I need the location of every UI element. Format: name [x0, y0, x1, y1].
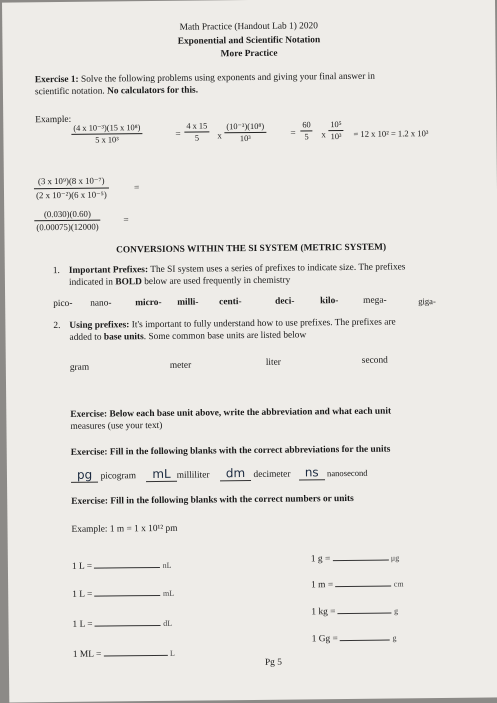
left-row-3: [72, 616, 172, 630]
example-times-2: x: [321, 129, 326, 140]
right-row-3-blank[interactable]: [338, 604, 392, 615]
item-1-line-2-a: indicated in: [68, 277, 116, 288]
prefix-nano: nano-: [90, 298, 112, 309]
prefix-pico: pico-: [53, 298, 73, 310]
right-row-1-unit: μg: [390, 553, 400, 563]
item-2-text: It's important to fully understand how to use prefixes. The prefixes are: [129, 317, 396, 331]
example-fraction-4: [300, 120, 313, 141]
answer-nanosecond[interactable]: ns: [299, 465, 325, 480]
exercise-abbrev-line-1: Exercise: Below each base unit above, write the abbreviation and what each unit: [70, 406, 392, 420]
base-unit-second: second: [361, 355, 388, 366]
item-2-bold-word: base units: [103, 332, 144, 343]
right-row-2-lhs: 1 m =: [311, 580, 334, 591]
prefix-deci: deci-: [275, 296, 295, 307]
problem-2-denominator: (0.00075)(12000): [36, 221, 99, 233]
example-fraction-5-numerator: 10⁵: [328, 120, 343, 131]
left-row-1-blank[interactable]: [94, 558, 160, 569]
right-row-4: [312, 630, 397, 644]
left-row-4-lhs: 1 ML =: [72, 649, 102, 660]
fill-row: [71, 465, 368, 482]
left-row-2-unit: mL: [162, 588, 175, 598]
problem-2-numerator: (0.030)(0.60): [34, 209, 100, 222]
example-fraction-2: [184, 121, 209, 142]
left-row-2: [72, 586, 174, 600]
problem-1-numerator: (3 x 10⁹)(8 x 10⁻⁷): [34, 175, 109, 189]
problem-1-denominator: (2 x 10⁻²)(6 x 10⁻⁵): [35, 189, 107, 201]
example-fraction-1-denominator: 5 x 10³: [95, 135, 119, 145]
worksheet-page: [2, 0, 497, 703]
item-1-text: The SI system uses a series of prefixes to indicate size. The prefixes: [148, 262, 406, 276]
exercise1-no-calculators: No calculators for this.: [107, 85, 199, 97]
item-1-number: 1.: [52, 265, 60, 277]
label-picogram: picogram: [100, 471, 137, 482]
exercise1-text-b: scientific notation.: [34, 86, 108, 98]
prefix-giga: giga-: [418, 296, 436, 307]
problem-1-fraction: [34, 175, 109, 201]
item-1-title: Important Prefixes:: [68, 265, 149, 276]
item-2-number: 2.: [53, 320, 61, 332]
exercise1-text-a: Solve the following problems using exponents and giving your final answer in: [78, 71, 376, 85]
example-fraction-3-denominator: 10³: [239, 133, 251, 144]
page-subtitle: Exponential and Scientific Notation: [177, 35, 321, 47]
right-row-3-unit: g: [394, 606, 399, 616]
left-row-3-lhs: 1 L =: [72, 619, 93, 630]
left-row-4-blank[interactable]: [103, 646, 167, 657]
exercise1-instructions: [35, 72, 375, 86]
right-row-1-lhs: 1 g =: [310, 554, 331, 565]
example-fraction-4-denominator: 5: [304, 132, 309, 142]
problem-2-equals: =: [123, 215, 129, 226]
left-row-3-blank[interactable]: [95, 616, 161, 627]
item-1-line-2: [69, 276, 290, 288]
answer-decimeter[interactable]: dm: [220, 466, 251, 481]
example-equals-1: =: [175, 129, 181, 140]
answer-milliliter[interactable]: mL: [146, 467, 177, 482]
item-2-line-2-a: added to: [69, 332, 104, 343]
exercise1-instructions-line2: [35, 86, 198, 98]
left-row-1-lhs: 1 L =: [71, 561, 93, 572]
problem-1-equals: =: [133, 183, 140, 194]
answer-picogram[interactable]: pg: [71, 468, 98, 483]
left-row-3-unit: dL: [163, 618, 173, 628]
prefix-centi: centi-: [219, 297, 242, 308]
example-fraction-4-numerator: 60: [300, 120, 312, 131]
page-number: Pg 5: [264, 657, 282, 668]
right-row-4-lhs: 1 Gg =: [311, 634, 338, 645]
prefix-micro: micro-: [135, 297, 162, 309]
example-fraction-3: [224, 121, 266, 143]
item-2-line-2: [69, 330, 306, 342]
left-row-1: [72, 558, 172, 572]
prefix-mega: mega-: [363, 295, 387, 306]
left-row-2-lhs: 1 L =: [72, 589, 93, 600]
item-1-bold-word: BOLD: [115, 277, 142, 288]
example-fraction-2-numerator: 4 x 15: [184, 121, 209, 132]
exercise-numbers-text: Exercise: Fill in the following blanks with the correct numbers or units: [71, 493, 354, 507]
conversions-heading: CONVERSIONS WITHIN THE SI SYSTEM (METRIC SYSTEM): [116, 242, 387, 256]
left-row-2-blank[interactable]: [95, 586, 161, 597]
example-fraction-5-denominator: 10³: [330, 132, 342, 142]
example-result: = 12 x 10² = 1.2 x 10³: [353, 128, 429, 139]
left-row-4-unit: L: [169, 648, 175, 658]
exercise-abbrev-text: [70, 407, 391, 420]
page-subtitle-2: More Practice: [220, 48, 278, 60]
example-fraction-1-numerator: (4 x 10⁻³)(15 x 10⁸): [71, 122, 142, 135]
item-2-line-1: [69, 317, 395, 330]
problem-2-fraction: [34, 209, 101, 233]
base-unit-liter: liter: [265, 357, 281, 368]
prefix-milli: milli-: [177, 297, 199, 308]
label-milliliter: milliliter: [176, 470, 210, 481]
exercise-numbers-example: Example: 1 m = 1 x 10¹² pm: [71, 523, 178, 535]
exercise1-label: Exercise 1:: [34, 74, 79, 86]
item-2-line-2-b: . Some common base units are listed below: [143, 330, 307, 343]
example-fraction-1: [71, 122, 142, 145]
prefix-kilo: kilo-: [320, 296, 339, 307]
left-row-4: [73, 646, 175, 660]
right-row-4-unit: g: [392, 633, 397, 643]
right-row-3-lhs: 1 kg =: [311, 607, 336, 618]
right-row-1: [311, 550, 399, 564]
right-row-4-blank[interactable]: [340, 631, 390, 642]
base-unit-gram: gram: [69, 362, 90, 373]
base-unit-meter: meter: [169, 360, 192, 371]
item-1-line-2-b: below are used frequently in chemistry: [141, 275, 291, 288]
label-decimeter: decimeter: [253, 469, 291, 480]
example-times-1: x: [217, 130, 222, 141]
example-fraction-3-numerator: (10⁻³)(10⁸): [224, 121, 266, 133]
exercise-fill-text: Exercise: Fill in the following blanks with the correct abbreviations for the units: [70, 444, 391, 458]
right-row-1-blank[interactable]: [332, 551, 388, 562]
page-title: Math Practice (Handout Lab 1) 2020: [179, 21, 318, 33]
right-row-2-blank[interactable]: [335, 577, 391, 588]
right-row-3: [311, 603, 398, 617]
example-fraction-2-denominator: 5: [194, 133, 200, 143]
example-equals-2: =: [290, 128, 296, 139]
right-row-2: [311, 576, 404, 590]
label-nanosecond: nanosecond: [326, 467, 368, 479]
left-row-1-unit: nL: [162, 560, 172, 570]
item-1-line-1: [69, 262, 406, 276]
example-label: Example:: [35, 114, 72, 126]
item-2-title: Using prefixes:: [69, 320, 130, 331]
right-row-2-unit: cm: [393, 579, 404, 589]
example-fraction-5: [328, 120, 344, 141]
exercise-abbrev-line-2: measures (use your text): [70, 420, 163, 432]
